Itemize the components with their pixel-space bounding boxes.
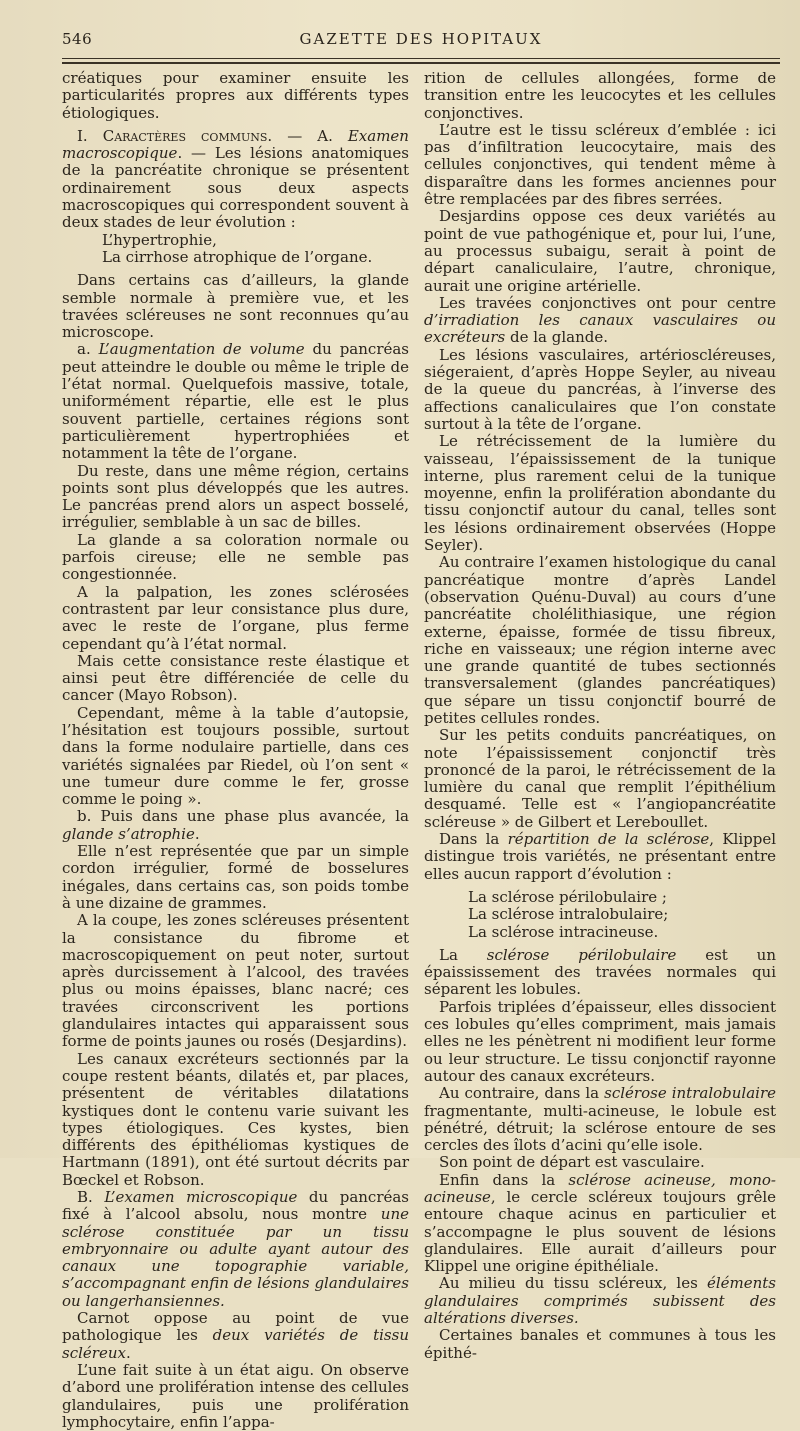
- paragraph: A la coupe, les zones scléreuses présentent la consistance du fibrome et macroscopiquement on peut noter, surtout après durcissement à l’alcool, des travées plus ou moins épaisses, blanc nacré; ces travées circonscrivent les portions glandulaires intactes qui apparaissent sous forme de points jaunes ou rosés (Desjardins).: [62, 911, 409, 1051]
- paragraph: créatiques pour examiner ensuite les particularités propres aux différents types étiologiques.: [62, 69, 409, 122]
- paragraph: Au contraire l’examen histologique du canal pancréatique montre d’après Landel (observation Quénu-Duval) au cours d’une pancréatite cholélithiasique, une région externe, épaisse, formée de tissu fibreux, riche en vaisseaux; une région interne avec une grande quantité de tubes sectionnés transversalement (glandes pancréatiques) que sépare un tissu conjonctif bourré de petites cellules rondes.: [424, 553, 776, 727]
- paragraph: Dans la répartition de la sclérose, Klippel distingue trois variétés, ne présentant entre elles aucun rapport d’évolution :: [424, 830, 776, 883]
- list-item: La cirrhose atrophique de l’organe.: [102, 247, 373, 266]
- paragraph: Enfin dans la sclérose acineuse, mono-acineuse, le cercle scléreux toujours grêle entoure chaque acinus en particulier et s’accompagne le plus souvent de lésions glandulaires. Elle aurait d’ailleurs pour Klippel une origine épithéliale.: [424, 1170, 776, 1276]
- paragraph: Au milieu du tissu scléreux, les éléments glandulaires comprimés subissent des altérations diverses.: [424, 1274, 776, 1328]
- paragraph: I. Caractères communs. — A. Examen macroscopique. — Les lésions anatomiques de la pancréatite chronique se présentent ordinairement sous deux aspects macroscopiques qui correspondent souvent à deux stades de leur évolution :: [62, 126, 409, 232]
- paragraph: Elle n’est représentée que par un simple cordon irrégulier, formé de bosselures inégales, dans certains cas, son poids tombe à une dizaine de grammes.: [62, 842, 409, 912]
- list-item: La sclérose périlobulaire ;: [468, 887, 667, 906]
- paragraph: Au contraire, dans la sclérose intralobulaire fragmentante, multi-acineuse, le lobule est pénétré, détruit; la sclérose entoure de ses cercles des îlots d’acini qu’elle isole.: [424, 1084, 777, 1155]
- list-item: La sclérose intracineuse.: [468, 922, 659, 941]
- paragraph: a. L’augmentation de volume du pancréas peut atteindre le double ou même le triple de l’état normal. Quelquefois massive, totale, uniformément répartie, elle est le plus souvent partielle, certaines régions sont particulièrement hypertrophiées et notamment la tête de l’organe.: [62, 340, 410, 463]
- page-header: [62, 30, 780, 52]
- paragraph: Du reste, dans une même région, certains points sont plus développés que les autres. Le pancréas prend alors un aspect bosselé, irrégulier, semblable à un sac de billes.: [62, 461, 409, 532]
- paragraph: Les canaux excréteurs sectionnés par la coupe restent béants, dilatés et, par places, présentent de véritables dilatations kystiques dont le contenu varie suivant les types étiologiques. Ces kystes, bien différents des épithéliomas kystiques de Hartmann (1891), ont été surtout décrits par Bœckel et Robson.: [62, 1049, 409, 1189]
- list-item: La sclérose intralobulaire;: [468, 905, 669, 924]
- header-rule-thick: [62, 62, 780, 64]
- paragraph: Dans certains cas d’ailleurs, la glande semble normale à première vue, et les travées scléreuses ne sont reconnues qu’au microscope.: [62, 271, 409, 342]
- paragraph: Son point de départ est vasculaire.: [439, 1153, 705, 1172]
- paragraph: Les travées conjonctives ont pour centre d’irradiation les canaux vasculaires ou excréteurs de la glande.: [424, 293, 776, 347]
- paragraph: B. L’examen microscopique du pancréas fixé à l’alcool absolu, nous montre une sclérose constituée par un tissu embryonnaire ou adulte ayant autour des canaux une topographie variable, s’accompagnant enfin de lésions glandulaires ou langerhansiennes.: [62, 1188, 410, 1310]
- paragraph: b. Puis dans une phase plus avancée, la glande s’atrophie.: [62, 807, 409, 843]
- paragraph: L’autre est le tissu scléreux d’emblée : ici pas d’infiltration leucocytaire, mais des cellules conjonctives, qui tendent même à disparaître dans les formes anciennes pour être remplacées par des fibres serrées.: [424, 120, 776, 209]
- paragraph: L’une fait suite à un état aigu. On observe d’abord une prolifération intense des cellules glandulaires, puis une prolifération lymphocytaire, enfin l’appa-: [62, 1360, 409, 1431]
- list-item: L’hypertrophie,: [102, 230, 217, 249]
- paragraph: rition de cellules allongées, forme de transition entre les leucocytes et les cellules conjonctives.: [424, 69, 776, 122]
- left-column: [62, 70, 409, 1431]
- paragraph: Mais cette consistance reste élastique et ainsi peut être différenciée de celle du cancer (Mayo Robson).: [62, 651, 409, 705]
- paragraph: Parfois triplées d’épaisseur, elles dissocient ces lobules qu’elles compriment, mais jamais elles ne les pénètrent ni modifient leur forme ou leur structure. Le tissu conjonctif rayonne autour des canaux excréteurs.: [424, 997, 776, 1085]
- journal-title: GAZETTE DES HOPITAUX: [299, 30, 543, 48]
- paragraph: Sur les petits conduits pancréatiques, on note l’épaississement conjonctif très prononcé de la paroi, le rétrécissement de la lumière du canal que remplit l’épithélium desquamé. Telle est « l’angiopancréatite scléreuse » de Gilbert et Lereboullet.: [424, 726, 776, 831]
- paragraph: Cependant, même à la table d’autopsie, l’hésitation est toujours possible, surtout dans la forme nodulaire partielle, dans ces variétés signalées par Riedel, où l’on sent « une tumeur dure comme le fer, grosse comme le poing ».: [62, 703, 409, 809]
- page-number: 546: [62, 30, 93, 48]
- paragraph: A la palpation, les zones sclérosées contrastent par leur consistance plus dure, avec le reste de l’organe, plus ferme cependant qu’à l’état normal.: [62, 582, 409, 653]
- paragraph: La glande a sa coloration normale ou parfois cireuse; elle ne semble pas congestionnée.: [62, 530, 409, 584]
- paragraph: Certaines banales et communes à tous les épithé-: [424, 1326, 776, 1362]
- header-rule: [62, 58, 780, 59]
- paragraph: Carnot oppose au point de vue pathologique les deux variétés de tissu scléreux.: [62, 1309, 409, 1362]
- paragraph: Le rétrécissement de la lumière du vaisseau, l’épaississement de la tunique interne, plus rarement celui de la tunique moyenne, enfin la prolifération abondante du tissu conjonctif autour du canal, telles sont les lésions ordinairement observées (Hoppe Seyler).: [424, 432, 776, 555]
- paragraph: Desjardins oppose ces deux variétés au point de vue pathogénique et, pour lui, l’une, au processus subaigu, serait à point de départ canaliculaire, l’autre, chronique, aurait une origine artérielle.: [424, 207, 776, 295]
- paragraph: La sclérose périlobulaire est un épaississement des travées normales qui séparent les lobules.: [424, 945, 776, 999]
- paragraph: Les lésions vasculaires, artérioscléreuses, siégeraient, d’après Hoppe Seyler, au niveau de la queue du pancréas, à l’inverse des affections canaliculaires que l’on constate surtout à la tête de l’organe.: [424, 345, 776, 433]
- right-column: [424, 70, 776, 1362]
